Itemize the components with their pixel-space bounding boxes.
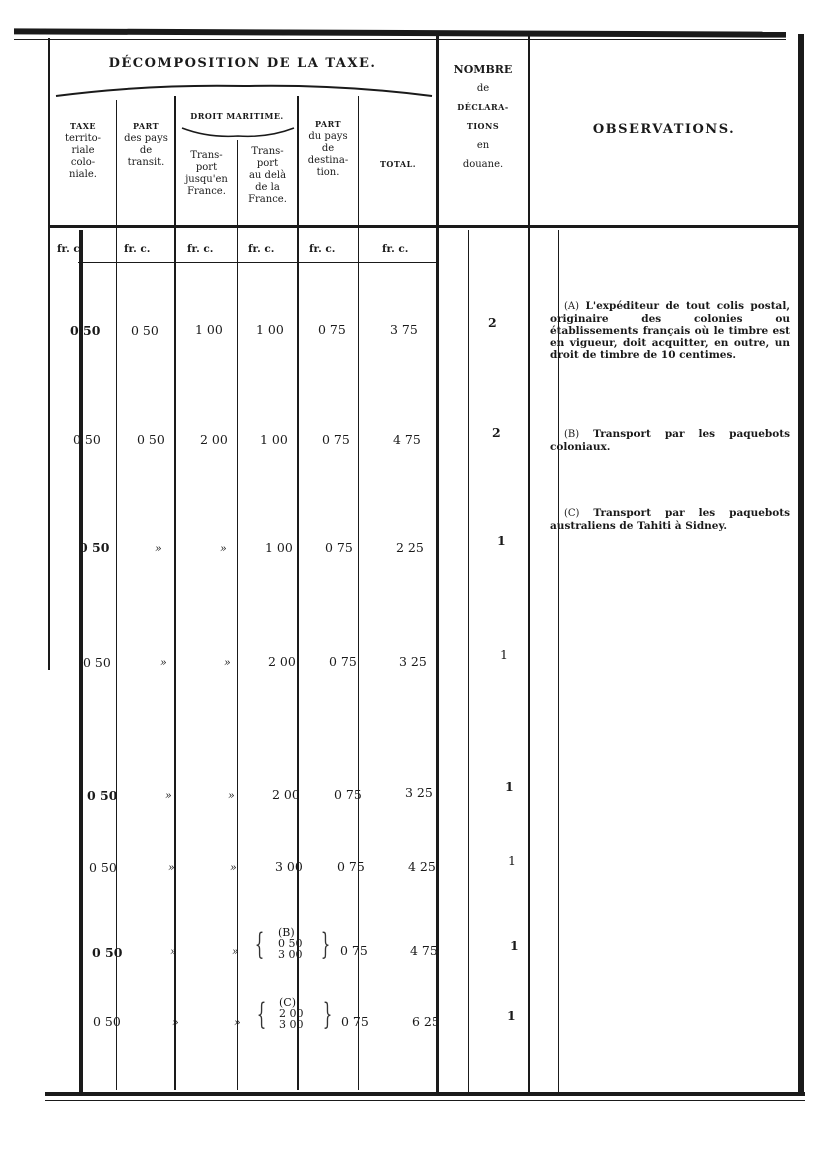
- col-line-6: [468, 230, 469, 1092]
- row8-part: »: [172, 1016, 179, 1029]
- row3-total: 2 25: [396, 540, 424, 555]
- row2-t2: 1 00: [260, 432, 288, 447]
- bottom-rule-thin: [45, 1100, 805, 1101]
- observation-b: [550, 428, 790, 453]
- row2-part: 0 50: [137, 432, 165, 447]
- right-frame-rule: [798, 34, 804, 1096]
- observations-header: OBSERVATIONS.: [592, 122, 736, 137]
- row6-t1: »: [230, 861, 237, 874]
- left-frame-rule: [48, 38, 50, 670]
- units-bottom-rule: [78, 262, 438, 263]
- observation-c-text: Transport par les paquebots australiens de Tahiti à Sidney.: [550, 507, 791, 532]
- row4-dest: 0 75: [329, 654, 357, 669]
- row1-nombre: 2: [488, 315, 497, 330]
- row6-taxe: 0 50: [89, 860, 117, 875]
- row8-t2a: 2 00: [279, 1007, 304, 1020]
- row6-dest: 0 75: [337, 859, 365, 874]
- col-line-5: [358, 96, 359, 1090]
- row7-t2-group: [278, 927, 303, 960]
- row2-taxe: 0 50: [73, 432, 101, 447]
- row8-left-brace: {: [256, 997, 267, 1032]
- row6-t2: 3 00: [275, 859, 303, 874]
- row4-nombre: 1: [500, 647, 508, 662]
- row7-taxe: 0 50: [92, 945, 123, 960]
- row7-nombre: 1: [510, 938, 519, 953]
- row1-total: 3 75: [390, 322, 418, 337]
- row1-taxe: 0 50: [70, 323, 101, 338]
- observation-b-mark: (B): [564, 429, 580, 440]
- row7-t2a: 0 50: [278, 937, 303, 950]
- col-part-transit-header: PART des pays de transit.: [124, 121, 168, 168]
- row5-nombre: 1: [505, 779, 514, 794]
- row8-dest: 0 75: [341, 1014, 369, 1029]
- row2-total: 4 75: [393, 432, 421, 447]
- row7-t2-note: (B): [278, 926, 295, 939]
- row3-taxe: 0 50: [79, 540, 110, 555]
- droit-maritime-label: DROIT MARITIME.: [190, 111, 284, 121]
- row1-part: 0 50: [131, 323, 159, 338]
- unit-t2: fr. c.: [248, 243, 275, 255]
- row5-taxe: 0 50: [87, 788, 118, 803]
- row2-nombre: 2: [492, 425, 501, 440]
- row1-t1: 1 00: [195, 322, 223, 337]
- row8-total: 6 25: [412, 1014, 440, 1029]
- decomposition-title: DÉCOMPOSITION DE LA TAXE.: [108, 56, 377, 71]
- row7-total: 4 75: [410, 943, 438, 958]
- row3-nombre: 1: [497, 533, 506, 548]
- row3-part: »: [155, 542, 162, 555]
- col-total-header: TOTAL.: [379, 159, 417, 169]
- col-transport-france-header: Trans- port jusqu'en France.: [185, 150, 228, 197]
- col-taxe-header: TAXE territo- riale colo- niale.: [64, 121, 102, 180]
- top-rule: [14, 28, 786, 37]
- row7-part: »: [170, 945, 177, 958]
- row3-t1: »: [220, 542, 227, 555]
- observation-a-mark: (A): [564, 301, 580, 312]
- row6-total: 4 25: [408, 859, 436, 874]
- row5-total: 3 25: [405, 785, 433, 800]
- row5-dest: 0 75: [334, 787, 362, 802]
- row7-left-brace: {: [254, 927, 265, 962]
- col-transport-dela-header: Trans- port au delà de la France.: [248, 146, 287, 205]
- unit-t1: fr. c.: [187, 243, 214, 255]
- unit-taxe: fr. c.: [57, 243, 84, 255]
- row3-dest: 0 75: [325, 540, 353, 555]
- observation-a-text: L'expéditeur de tout colis postal, originaire des colonies ou établissements français où le timbre est en vigueur, doit acquitter, en outre, un droit de timbre de 10 centimes.: [550, 300, 790, 361]
- row6-part: »: [168, 861, 175, 874]
- observation-b-text: Transport par les paquebots coloniaux.: [550, 428, 791, 453]
- row4-taxe: 0 50: [83, 655, 111, 670]
- row8-t1: »: [234, 1016, 241, 1029]
- row5-part: »: [165, 789, 172, 802]
- row7-t1: »: [232, 945, 239, 958]
- row3-t2: 1 00: [265, 540, 293, 555]
- header-bottom-rule: [48, 225, 800, 228]
- row7-right-brace: }: [320, 927, 331, 962]
- observation-a: [550, 300, 790, 361]
- row6-nombre: 1: [508, 853, 516, 868]
- row4-total: 3 25: [399, 654, 427, 669]
- row8-taxe: 0 50: [93, 1014, 121, 1029]
- observation-c-mark: (C): [564, 508, 580, 519]
- col-line-2: [174, 96, 176, 1090]
- top-rule-thin: [14, 39, 786, 40]
- col-part-destination-header: PART du pays de destina- tion.: [307, 119, 349, 178]
- row5-t1: »: [228, 789, 235, 802]
- nombre-header: NOMBRE de DÉCLARA- TIONS en douane.: [453, 63, 513, 170]
- nombre-divider: [436, 36, 439, 1094]
- observations-divider: [528, 36, 530, 1094]
- row1-dest: 0 75: [318, 322, 346, 337]
- row8-t2b: 3 00: [279, 1018, 304, 1031]
- row4-part: »: [160, 656, 167, 669]
- droit-maritime-brace: [180, 124, 296, 138]
- bottom-rule: [45, 1092, 805, 1096]
- row2-t1: 2 00: [200, 432, 228, 447]
- row7-t2b: 3 00: [278, 948, 303, 961]
- col-line-1: [116, 100, 117, 1090]
- unit-total: fr. c.: [382, 243, 409, 255]
- row7-dest: 0 75: [340, 943, 368, 958]
- row2-dest: 0 75: [322, 432, 350, 447]
- observation-c: [550, 507, 790, 532]
- row4-t1: »: [224, 656, 231, 669]
- row8-t2-group: [279, 997, 304, 1030]
- unit-dest: fr. c.: [309, 243, 336, 255]
- row4-t2: 2 00: [268, 654, 296, 669]
- row5-t2: 2 00: [272, 787, 300, 802]
- decomposition-brace: [54, 80, 434, 98]
- unit-part: fr. c.: [124, 243, 151, 255]
- row8-right-brace: }: [322, 997, 333, 1032]
- row8-t2-note: (C): [279, 996, 296, 1009]
- row8-nombre: 1: [507, 1008, 516, 1023]
- row1-t2: 1 00: [256, 322, 284, 337]
